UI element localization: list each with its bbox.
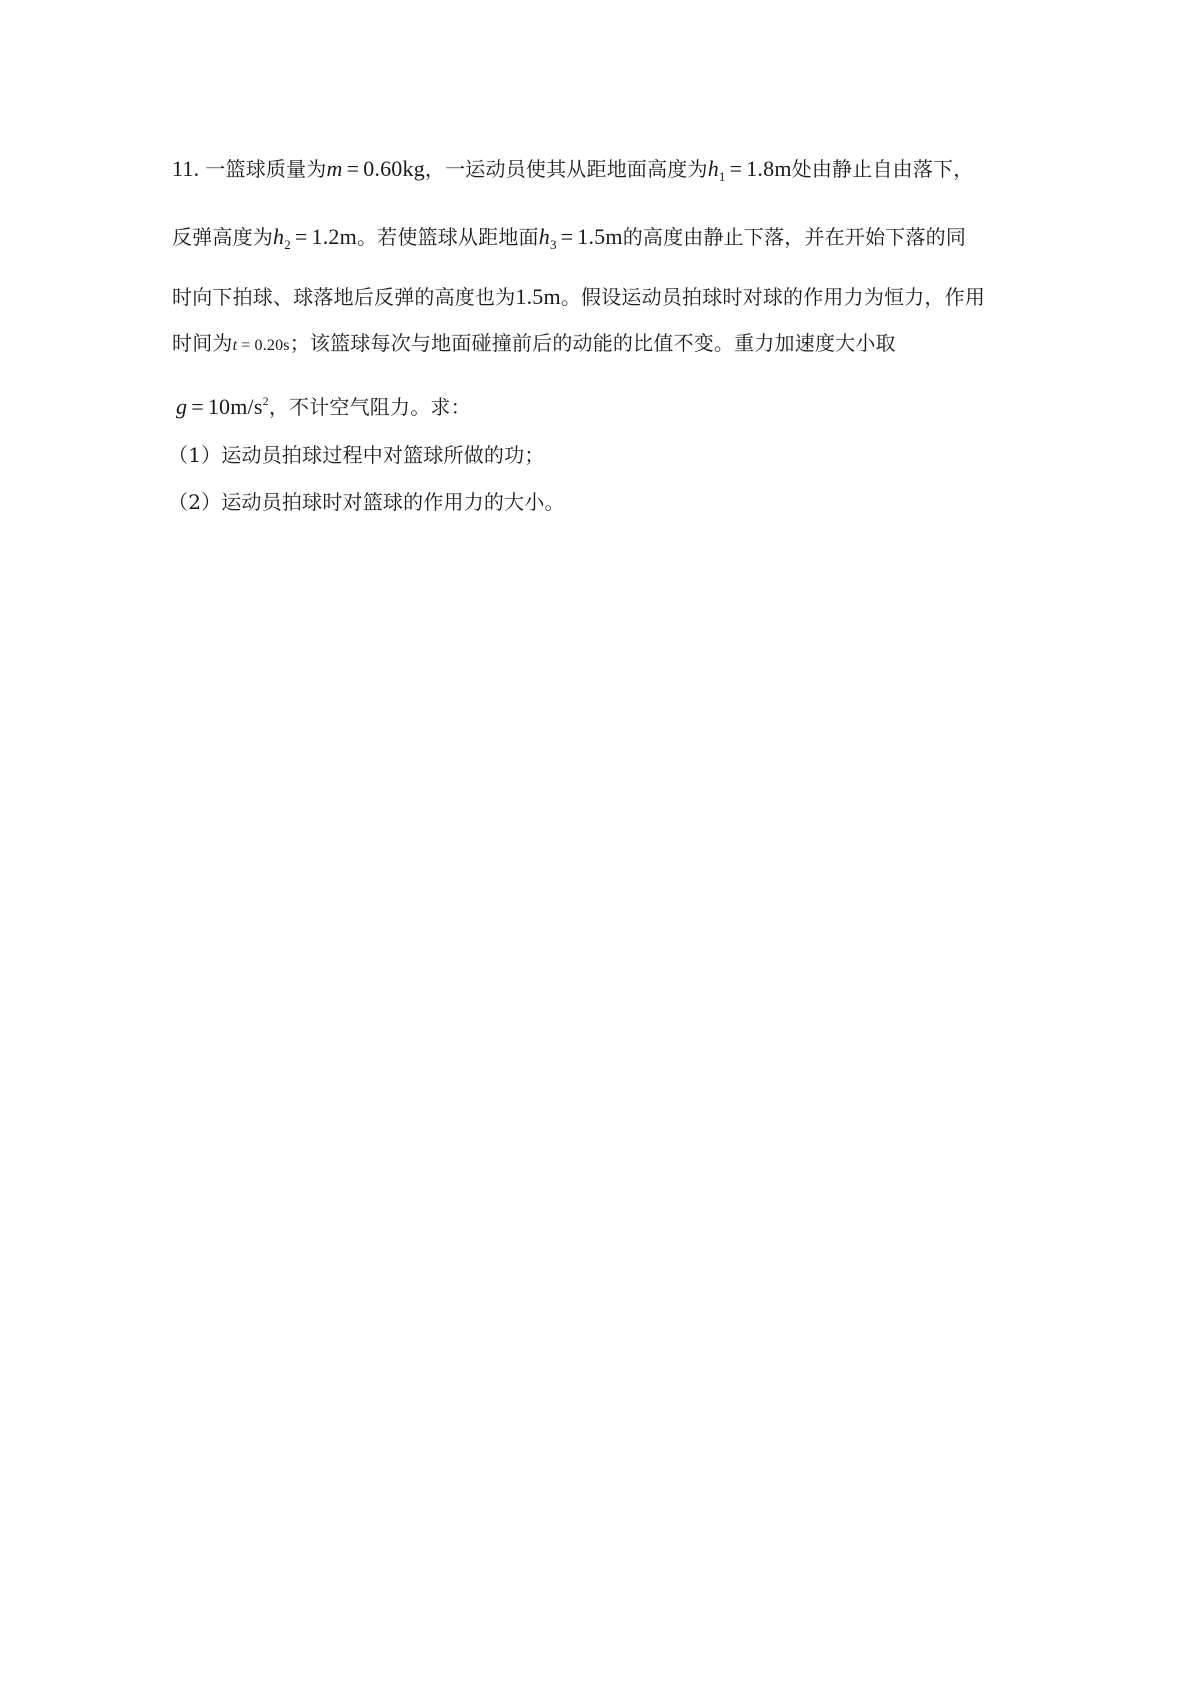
math-subscript: 2 <box>284 237 291 252</box>
math-value: 10m/s <box>207 394 263 419</box>
problem-line-1 <box>172 154 973 192</box>
math-operator: = <box>241 337 251 354</box>
math-value: 0.20s <box>254 337 290 354</box>
problem-line-3 <box>172 282 985 312</box>
text-segment: 。若使篮球从距地面 <box>356 225 539 249</box>
math-operator: = <box>560 224 574 249</box>
math-variable: t <box>232 337 238 354</box>
math-value: 0.60kg <box>363 156 425 181</box>
text-segment: 处由静止自由落下， <box>791 157 974 181</box>
text-segment: 时向下拍球、球落地后反弹的高度也为 <box>172 285 516 309</box>
math-operator: = <box>729 156 743 181</box>
problem-line-5 <box>176 386 471 422</box>
math-value: 1.5m <box>577 224 623 249</box>
math-variable: h <box>538 224 550 249</box>
problem-line-4 <box>172 328 896 361</box>
text-segment: 。假设运动员拍球时对球的作用力为恒力，作用 <box>560 285 986 309</box>
math-value: 1.8m <box>746 156 792 181</box>
math-value: 1.5m <box>515 284 561 309</box>
problem-line-2 <box>172 222 966 260</box>
math-variable: m <box>326 156 343 181</box>
text-segment: 的高度由静止下落，并在开始下落的同 <box>622 225 967 249</box>
math-variable: h <box>707 156 719 181</box>
question-2: （2）运动员拍球时对篮球的作用力的大小。 <box>168 490 565 514</box>
math-value: 1.2m <box>311 224 357 249</box>
math-operator: = <box>294 224 308 249</box>
math-subscript: 1 <box>718 169 726 184</box>
math-subscript: 3 <box>549 237 557 252</box>
text-segment: ，一运动员使其从距地面高度为 <box>424 157 708 181</box>
text-segment: 时间为 <box>172 331 233 355</box>
math-operator: = <box>346 156 360 181</box>
question-1: （1）运动员拍球过程中对篮球所做的功； <box>168 443 545 467</box>
text-segment: 一篮球质量为 <box>205 157 327 181</box>
text-segment: ；该篮球每次与地面碰撞前后的动能的比值不变。重力加速度大小取 <box>289 331 896 355</box>
math-variable: h <box>273 224 285 249</box>
math-superscript: 2 <box>262 394 269 408</box>
math-operator: = <box>191 394 204 419</box>
math-variable: g <box>176 394 188 419</box>
text-segment: ，不计空气阻力。求： <box>268 395 471 419</box>
problem-number: 11. <box>172 156 200 181</box>
text-segment: 反弹高度为 <box>172 225 273 249</box>
